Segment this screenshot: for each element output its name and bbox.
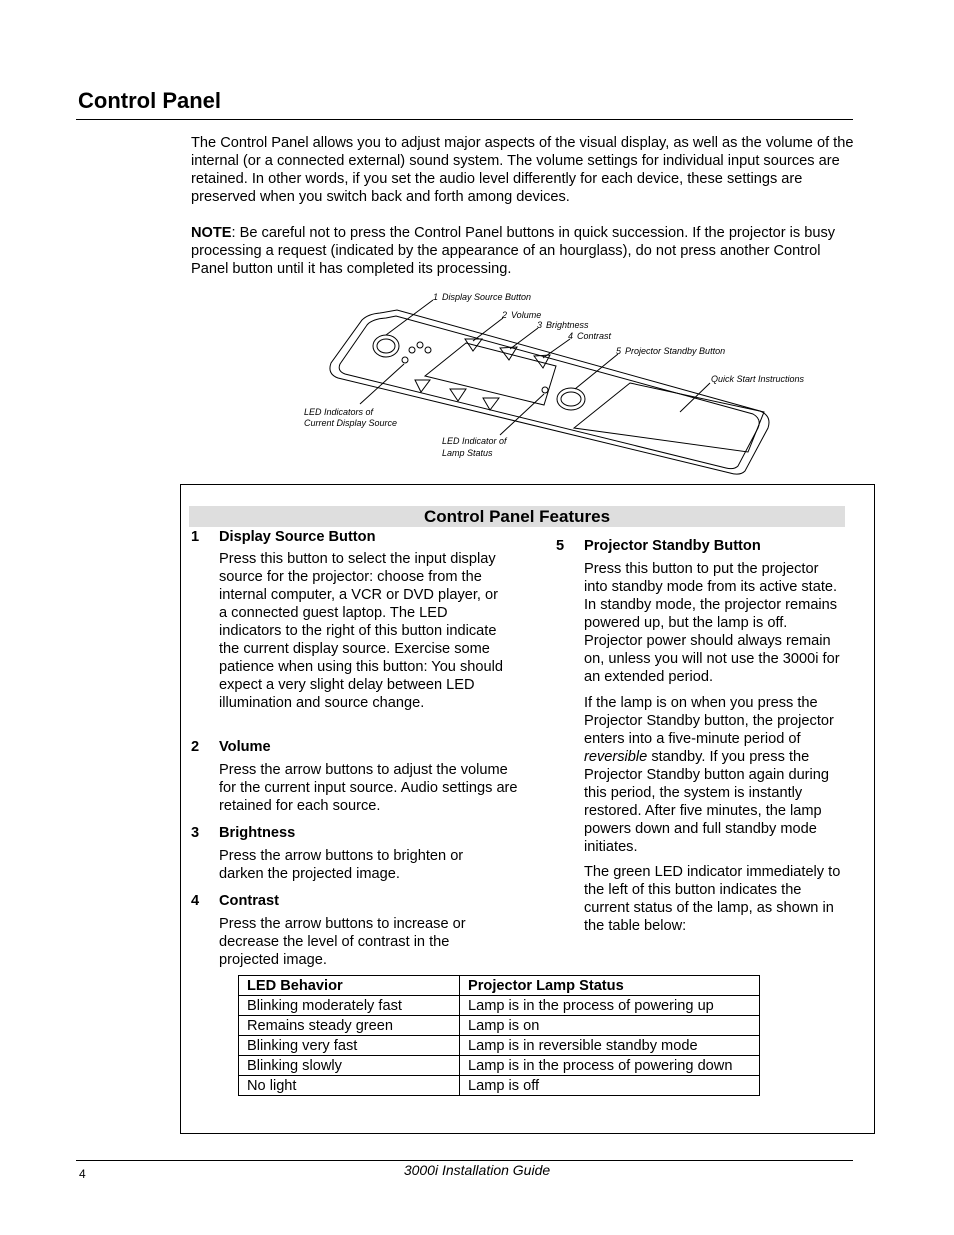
diagram-label-led-source-1: LED Indicators of [304, 407, 374, 417]
feature-5-body: Press this button to put the projector into standby mode from its active state. In standby mode, the projector remains powered up, but the lamp is off. Projector power should always remain on, unless you will not use the 3000i for an extended period. [584, 561, 840, 685]
table-cell: Blinking very fast [239, 1036, 460, 1056]
lamp-status-table [238, 975, 760, 1096]
diagram-label-4-num: 4 [568, 331, 574, 341]
note-paragraph [191, 224, 856, 278]
table-cell: Blinking slowly [239, 1056, 460, 1076]
table-cell: No light [239, 1076, 460, 1096]
diagram-label-5-num: 5 [616, 346, 622, 356]
feature-2-heading: 2 Volume [191, 739, 271, 755]
svg-text:5Projector Standby Button [616, 346, 725, 356]
panel-inner-outline [339, 316, 759, 469]
table-header-row [239, 976, 760, 996]
diagram-label-led-source-2: Current Display Source [304, 418, 398, 428]
diagram-label-2-num: 2 [502, 310, 508, 320]
table-row [239, 1016, 760, 1036]
diagram-label-led-lamp-1: LED Indicator of [442, 436, 507, 446]
page-title: Control Panel [78, 88, 222, 113]
table-row [239, 1036, 760, 1056]
feature-5-heading: 5 Projector Standby Button [556, 538, 761, 554]
diagram-label-standby: Projector Standby Button [625, 346, 726, 356]
feature-4-body: Press the arrow buttons to increase or decrease the level of contrast in the projected image. [219, 916, 466, 968]
feature-2-body: Press the arrow buttons to adjust the volume for the current input source. Audio settings are retained for each source. [219, 762, 518, 814]
diagram-label-brightness: Brightness [546, 320, 589, 330]
feature-3-body: Press the arrow buttons to brighten or darken the projected image. [219, 848, 464, 882]
table-cell: Lamp is off [460, 1076, 760, 1096]
diagram-label-1-num: 1 [433, 292, 439, 302]
feature-5-body-2: If the lamp is on when you press the Projector Standby button, the projector enters into a five-minute period of reversible standby. If you press the Projector Standby button again during this period, the system is instantly restored. After five minutes, the lamp powers down and full standby mode initiates. [584, 695, 834, 855]
table-row [239, 1056, 760, 1076]
diagram-label-contrast: Contrast [577, 331, 612, 341]
feature-1-heading: 1 Display Source Button [191, 529, 376, 545]
control-panel-diagram [300, 288, 820, 480]
intro-paragraph: The Control Panel allows you to adjust major aspects of the visual display, as well as the volume of the internal (or a connected external) sound system. The volume settings for individual input sources are retained. In other words, if you set the audio level differently for each device, these settings are preserved when you switch back and forth among devices. [191, 135, 854, 205]
feature-3-heading: 3 Brightness [191, 825, 296, 841]
diagram-label-display-source: Display Source Button [442, 292, 532, 302]
diagram-label-led-lamp-2: Lamp Status [442, 448, 493, 458]
table-cell: Blinking moderately fast [239, 996, 460, 1016]
feature-5-body-3: The green LED indicator immediately to the left of this button indicates the current status of the lamp, as shown in the table below: [584, 864, 841, 934]
table-cell: Lamp is in reversible standby mode [460, 1036, 760, 1056]
diagram-label-volume: Volume [511, 310, 542, 320]
table-cell: Lamp is in the process of powering down [460, 1056, 760, 1076]
page-number: 4 [79, 1167, 86, 1181]
footer-rule [76, 1160, 853, 1161]
feature-1-body: Press this button to select the input display source for the projector: choose from the internal computer, a VCR or DVD player, or a connected guest laptop. The LED indicators to the right of this button indicate the current display source. Exercise some patience when using this button: You should expect a very slight delay between LED illumination and source change. [219, 551, 503, 711]
svg-text:4Contrast [568, 331, 612, 341]
table-row [239, 1076, 760, 1096]
svg-text:3Brightness [537, 320, 589, 330]
col-led-behavior: LED Behavior [239, 976, 460, 996]
svg-text:2Volume [501, 310, 541, 320]
diagram-label-quick-start: Quick Start Instructions [711, 374, 805, 384]
table-cell: Lamp is on [460, 1016, 760, 1036]
note-label: NOTE [191, 225, 232, 241]
table-cell: Remains steady green [239, 1016, 460, 1036]
svg-text:1Display Source Button [433, 292, 531, 302]
lamp-led-shape [542, 387, 548, 393]
diagram-label-3-num: 3 [537, 320, 543, 330]
note-text: : Be careful not to press the Control Panel buttons in quick succession. If the projector is busy processing a request (indicated by the appearance of an hourglass), do not press another Control Panel button until it has completed its processing. [191, 225, 836, 277]
title-rule [76, 119, 853, 120]
feature-4-heading: 4 Contrast [191, 893, 279, 909]
table-cell: Lamp is in the process of powering up [460, 996, 760, 1016]
col-lamp-status: Projector Lamp Status [460, 976, 760, 996]
footer-title: 3000i Installation Guide [403, 1162, 551, 1178]
table-row [239, 996, 760, 1016]
features-header: Control Panel Features [189, 506, 845, 527]
panel-outline [330, 310, 769, 474]
